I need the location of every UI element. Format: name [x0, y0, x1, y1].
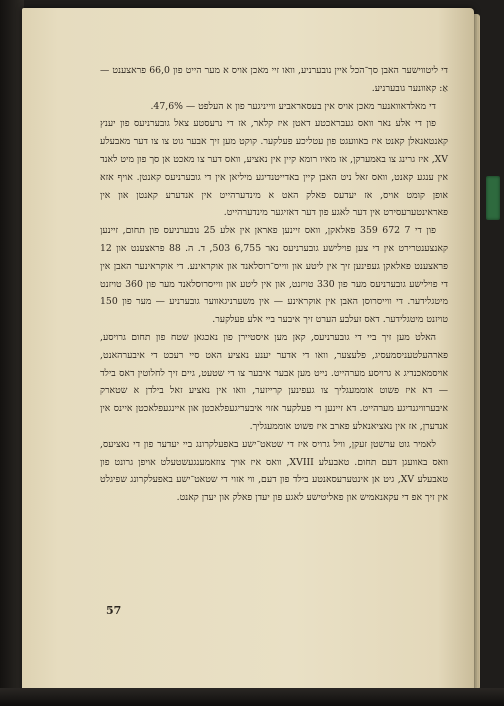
body-text	[100, 62, 448, 507]
paragraph-2: די מאלדאוואנער מאכן אויס אין בעסאראביע ווייניגער פון א העלפט — 47,6%.	[150, 100, 436, 112]
paragraph-4: פון די 7 672 359 פאלאקן, וואס זיינען פאראן אין אלע 25 נובערניעס פון תחום, זיינען קאנצענטרירט אין די צען פוילישע גובערניעס נאר 6,755 503, ד. ה. 88 פראצענט און 12 פראצענט פאלאקן געפינען זיך אין ליטע און ווייס־רוסלאנד און אוקראינע. די אוקראינער האבן אין די פוילישע גובערניעס מער פון 330 טויזנט, און אין ליטע און ווייסרוסלאנד מער פון 360 טויזנט מיטגלידער. די ווייסרוסן האבן אין אוקראינע — אין משערניגאווער גובערניע — מער פון 150 טויזנט מיטגלידער. דאס זעלבע הערט זיך איבער ביי אלע פעלקער.	[100, 225, 448, 326]
background-dark-left	[0, 0, 24, 706]
background-dark-bottom	[0, 688, 504, 706]
page-edges	[474, 14, 480, 690]
page-number: 57	[106, 604, 122, 617]
paragraph-6: לאמיר גוט ערשטן זעקן, וויל גרויס איז די שטאט־ישע באפעלקרונג ביי יעדער פון די נאציעס, וואס באוועגן דעם תחום. טאבעלע XVIII, וואס איז אויך צוזאמענגעשטעלט אויפן גרונט פון טאבעלע XV, גיט אן אינטערעסאנטע בילד פון דעם, ווי אזוי די שטאט־ישע באפעלקרונג שפיגלט אין זיך אפ די עקאנאמיש און פאליטישע לאגע פון יעדן פאלק און יעדן קאנט.	[100, 438, 449, 504]
paragraph-5: האלט מען זיך ביי די גובערניעס, קאן מען איסטיירן פון נאכגאן שטח פון תחום גרויסע, פארהעלטעניסמעסיג, פלעצער, וואו די אדער יענע נאציע האט סיי רעכט די איבערהאנט, אויסמאכנדיג א גרויסע מערהייט. נייט מען אבער איבער צו די שטעט, גיים זיך לחלוטין דאס בילד — דא איז פשוט אוממעגליך צו געפינען קרייזער, וואו אין נאציע זאל בילדן א שטארק איבערוויגנדיגע מערהייט. דא זיינען די פעלקער אזוי איבעריגעפלאכטן און איינגעפלאכטן איינס אין אנדערן, אז אין נאציאנאלע פארב איז פשוט אוממעגליך.	[100, 331, 448, 432]
paragraph-3: פון די אלע נאר וואס געבראכטע דאטן איז קלאר, אז די נרעסטע צאל גובערניעס פון יענץ קאנטאנאלן קאנט איז באוועגט פון עטליכע פעלקער. קוקט מען זיך אבער גוט צו צו דער מאבעלע XV, איז גרינג צו באמערקן, אז מאיו רומא קיין אין נאציע, וואס דער צו מאכט אן סך פון מיט לאנד אין ענגע קאנט, וואס זאל ניט האבן קיין באדייטנדיגע מיליאן אין די גובערניעס קאנטן. אויף אזא אופן קומט אויס, אז יעדעס פאלק האט א מינדערהייט אין אנדערע קאנטן און אין פאראינטערעסירט אין דער לאגע פון דער דאזיגער מינדערהייט.	[100, 118, 448, 219]
green-bookmark-tab	[486, 176, 500, 220]
paragraph-1: די ליטווישער האבן סך־הכל איין נובערניע, וואו זיי מאכן אויס א מער הייט פון 66,0 פראצענט — אַ: קאוונער גובערניע.	[100, 65, 448, 94]
